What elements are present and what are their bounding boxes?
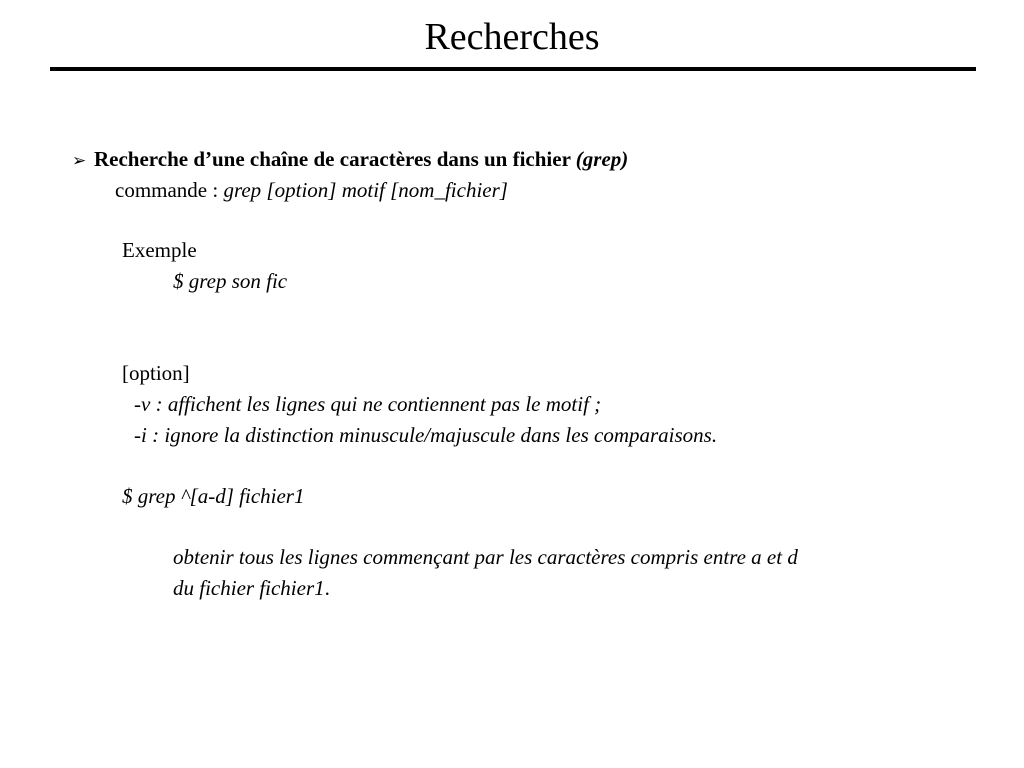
example2-explanation-line1: obtenir tous les lignes commençant par les caractères compris entre a et d — [173, 545, 798, 569]
section-heading-command: (grep) — [575, 147, 629, 171]
example2-explanation-line2-row — [173, 575, 330, 601]
example2-explanation-line2: du fichier fichier1 — [173, 576, 325, 600]
example-code: $ grep son fic — [173, 269, 288, 293]
section-heading: Recherche d’une chaîne de caractères dans un fichier — [94, 147, 571, 171]
option-flag-dash: - — [134, 423, 141, 447]
example-label: Exemple — [122, 238, 197, 262]
example2-explanation-end: . — [324, 576, 330, 600]
option-description: v : affichent les lignes qui ne contiennent pas le motif ; — [141, 392, 602, 416]
command-syntax: grep [option] motif [nom_fichier] — [223, 178, 508, 202]
arrow-bullet-icon: ➢ — [72, 151, 87, 171]
command-line — [115, 177, 508, 203]
slide-title: Recherches — [424, 16, 600, 58]
option-flag-dash: - — [134, 392, 141, 416]
command-label: commande : — [115, 178, 224, 202]
title-divider — [50, 67, 976, 71]
options-label: [option] — [122, 361, 190, 385]
example2-code: $ grep ^[a-d] fichier1 — [122, 484, 305, 508]
section-heading-row — [72, 146, 628, 174]
option-item-i — [134, 422, 717, 448]
option-description: i : ignore la distinction minuscule/majuscule dans les comparaisons. — [141, 423, 718, 447]
option-item-v — [134, 391, 601, 417]
